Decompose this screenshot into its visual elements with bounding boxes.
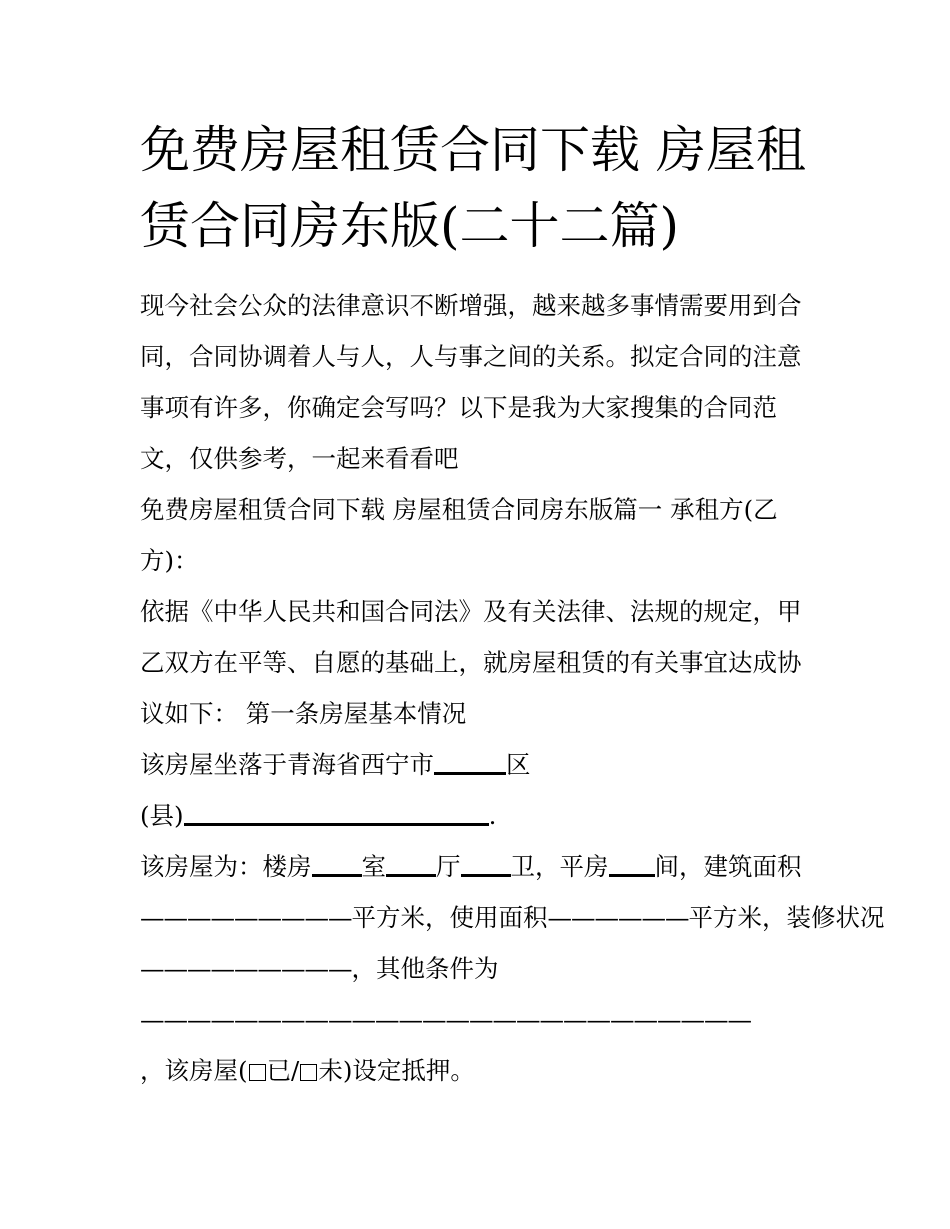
county-label: (县) (140, 801, 184, 830)
bath-label: 卫，平房 (510, 852, 609, 881)
mortgage-prefix: ，该房屋( (140, 1056, 248, 1085)
title-line-1: 免费房屋租赁合同下载 房屋租 (140, 121, 806, 179)
hall-label: 厅 (436, 852, 461, 881)
other-conditions-blank: —————————————————————————— (140, 1005, 751, 1034)
usable-area-blank: —————— (547, 903, 689, 932)
property-line-3 (140, 943, 820, 994)
property-prefix: 该房屋为：楼房 (140, 852, 312, 881)
jian-label: 间，建筑面积 (654, 852, 802, 881)
area-unit2-label: 平方米，装修状况 (688, 903, 885, 932)
area-unit-label: 平方米，使用面积 (351, 903, 548, 932)
hall-blank (461, 873, 511, 877)
checkbox-icon-no[interactable] (300, 1064, 317, 1081)
section-heading-line-2: 方)： (140, 546, 199, 575)
decoration-blank: ————————— (140, 954, 352, 983)
district-label: 区 (506, 750, 531, 779)
intro-line-4: 文，仅供参考，一起来看看吧 (140, 444, 459, 473)
city-blank (434, 771, 506, 775)
floor-blank (312, 873, 362, 877)
title-line-2: 赁合同房东版(二十二篇) (140, 197, 680, 255)
county-blank (184, 822, 489, 826)
checkbox-icon-yes[interactable] (249, 1064, 266, 1081)
mortgage-yes: 已/ (266, 1056, 300, 1085)
basis-line-1: 依据《中华人民共和国合同法》及有关法律、法规的规定，甲 (140, 597, 802, 626)
property-line-4 (140, 994, 820, 1045)
intro-line-2: 同，合同协调着人与人，人与事之间的关系。拟定合同的注意 (140, 342, 802, 371)
room-label: 室 (361, 852, 386, 881)
property-line-1 (140, 841, 820, 892)
document-title (140, 112, 820, 264)
county-line (140, 790, 820, 841)
intro-line-1: 现今社会公众的法律意识不断增强，越来越多事情需要用到合 (140, 291, 802, 320)
room-blank (386, 873, 436, 877)
document-body (140, 280, 885, 1096)
location-end: . (488, 801, 497, 830)
location-prefix: 该房屋坐落于青海省西宁市 (140, 750, 434, 779)
basis-line-2: 乙双方在平等、自愿的基础上，就房屋租赁的有关事宜达成协 (140, 648, 802, 677)
mortgage-line (140, 1045, 820, 1096)
basis-line-3: 议如下： 第一条房屋基本情况 (140, 699, 467, 728)
location-line (140, 739, 820, 790)
building-area-blank: ————————— (140, 903, 352, 932)
intro-line-3: 事项有许多，你确定会写吗？以下是我为大家搜集的合同范 (140, 393, 777, 422)
mortgage-no: 未)设定抵押。 (318, 1056, 475, 1085)
other-label: ，其他条件为 (351, 954, 499, 983)
property-line-2 (140, 892, 885, 943)
section-heading-line-1: 免费房屋租赁合同下载 房屋租赁合同房东版篇一 承租方(乙 (140, 495, 778, 524)
bungalow-blank (609, 873, 655, 877)
